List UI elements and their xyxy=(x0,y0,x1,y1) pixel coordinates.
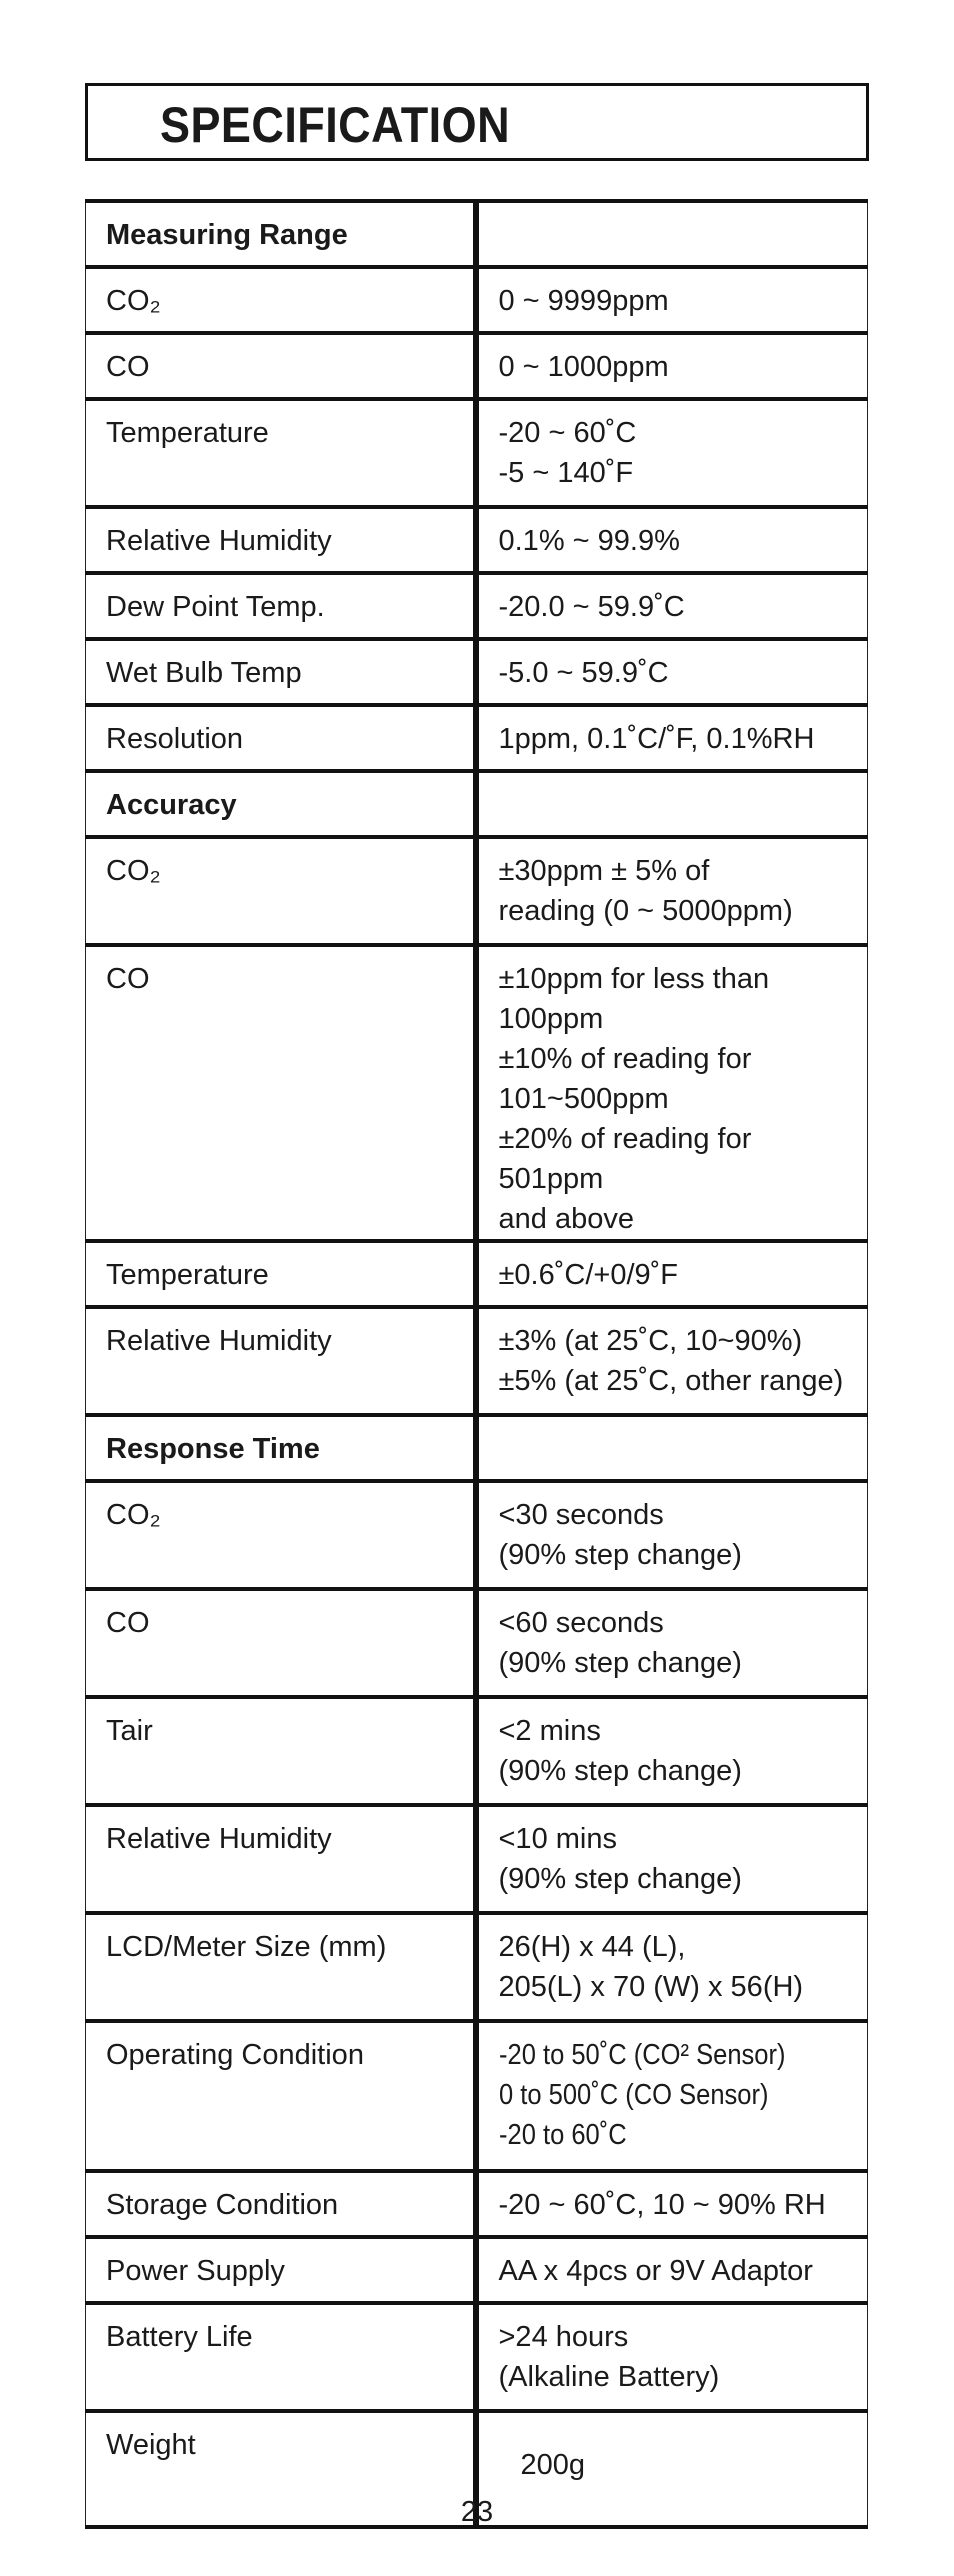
spec-value: <60 seconds (90% step change) xyxy=(476,1589,868,1697)
spec-label: Tair xyxy=(86,1697,476,1805)
spec-row xyxy=(86,1913,868,2021)
section-heading: Accuracy xyxy=(86,771,476,837)
spec-row xyxy=(86,837,868,945)
spec-value xyxy=(476,201,868,267)
spec-row xyxy=(86,1589,868,1697)
spec-row xyxy=(86,1415,868,1481)
spec-row xyxy=(86,705,868,771)
spec-row xyxy=(86,1307,868,1415)
spec-label: LCD/Meter Size (mm) xyxy=(86,1913,476,2021)
spec-row xyxy=(86,201,868,267)
spec-value: >24 hours (Alkaline Battery) xyxy=(476,2303,868,2411)
spec-label: CO xyxy=(86,1589,476,1697)
spec-value-text: -20 to 50˚C (CO² Sensor) 0 to 500˚C (CO Sensor) -20 to 60˚C xyxy=(498,2039,785,2151)
spec-label: Power Supply xyxy=(86,2237,476,2303)
spec-label: Relative Humidity xyxy=(86,1805,476,1913)
spec-label: Dew Point Temp. xyxy=(86,573,476,639)
specification-table xyxy=(85,199,868,2529)
spec-label: CO₂ xyxy=(86,837,476,945)
spec-value: ±0.6˚C/+0/9˚F xyxy=(476,1241,868,1307)
spec-value: ±10ppm for less than 100ppm ±10% of reading for 101~500ppm ±20% of reading for 501ppm and above xyxy=(476,945,868,1241)
spec-row xyxy=(86,399,868,507)
spec-label: Battery Life xyxy=(86,2303,476,2411)
spec-row xyxy=(86,639,868,705)
spec-value: 0 ~ 9999ppm xyxy=(476,267,868,333)
spec-value: ±3% (at 25˚C, 10~90%) ±5% (at 25˚C, other range) xyxy=(476,1307,868,1415)
spec-row xyxy=(86,1241,868,1307)
spec-value: -20.0 ~ 59.9˚C xyxy=(476,573,868,639)
spec-label: CO xyxy=(86,333,476,399)
spec-row xyxy=(86,1481,868,1589)
spec-value: AA x 4pcs or 9V Adaptor xyxy=(476,2237,868,2303)
spec-row xyxy=(86,573,868,639)
spec-value: 1ppm, 0.1˚C/˚F, 0.1%RH xyxy=(476,705,868,771)
spec-label: Relative Humidity xyxy=(86,507,476,573)
spec-label: Resolution xyxy=(86,705,476,771)
spec-value xyxy=(476,771,868,837)
spec-value: -20 ~ 60˚C -5 ~ 140˚F xyxy=(476,399,868,507)
spec-row xyxy=(86,1697,868,1805)
spec-label: Temperature xyxy=(86,1241,476,1307)
spec-label: Weight xyxy=(86,2411,476,2527)
spec-label: CO xyxy=(86,945,476,1241)
spec-value-text: 200g xyxy=(520,2449,586,2481)
spec-label: Wet Bulb Temp xyxy=(86,639,476,705)
spec-label: Operating Condition xyxy=(86,2021,476,2171)
spec-value: ±30ppm ± 5% of reading (0 ~ 5000ppm) xyxy=(476,837,868,945)
page-number: 23 xyxy=(460,2496,494,2528)
spec-row xyxy=(86,507,868,573)
spec-value: <2 mins (90% step change) xyxy=(476,1697,868,1805)
page-title: SPECIFICATION xyxy=(160,97,511,153)
spec-row xyxy=(86,267,868,333)
spec-value: 0.1% ~ 99.9% xyxy=(476,507,868,573)
spec-label: CO₂ xyxy=(86,267,476,333)
spec-row xyxy=(86,945,868,1241)
spec-value: <30 seconds (90% step change) xyxy=(476,1481,868,1589)
spec-row xyxy=(86,2237,868,2303)
spec-label: CO₂ xyxy=(86,1481,476,1589)
spec-row xyxy=(86,2021,868,2171)
spec-value: -20 ~ 60˚C, 10 ~ 90% RH xyxy=(476,2171,868,2237)
spec-label: Temperature xyxy=(86,399,476,507)
spec-row xyxy=(86,2171,868,2237)
spec-row xyxy=(86,1805,868,1913)
spec-label: Relative Humidity xyxy=(86,1307,476,1415)
section-heading: Response Time xyxy=(86,1415,476,1481)
spec-value: 0 ~ 1000ppm xyxy=(476,333,868,399)
spec-value: -5.0 ~ 59.9˚C xyxy=(476,639,868,705)
title-box xyxy=(85,83,869,161)
spec-label: Storage Condition xyxy=(86,2171,476,2237)
spec-value xyxy=(476,2021,868,2171)
spec-row xyxy=(86,2303,868,2411)
section-heading: Measuring Range xyxy=(86,201,476,267)
spec-value: <10 mins (90% step change) xyxy=(476,1805,868,1913)
spec-row xyxy=(86,771,868,837)
spec-value: 26(H) x 44 (L), 205(L) x 70 (W) x 56(H) xyxy=(476,1913,868,2021)
spec-value xyxy=(476,1415,868,1481)
spec-row xyxy=(86,333,868,399)
